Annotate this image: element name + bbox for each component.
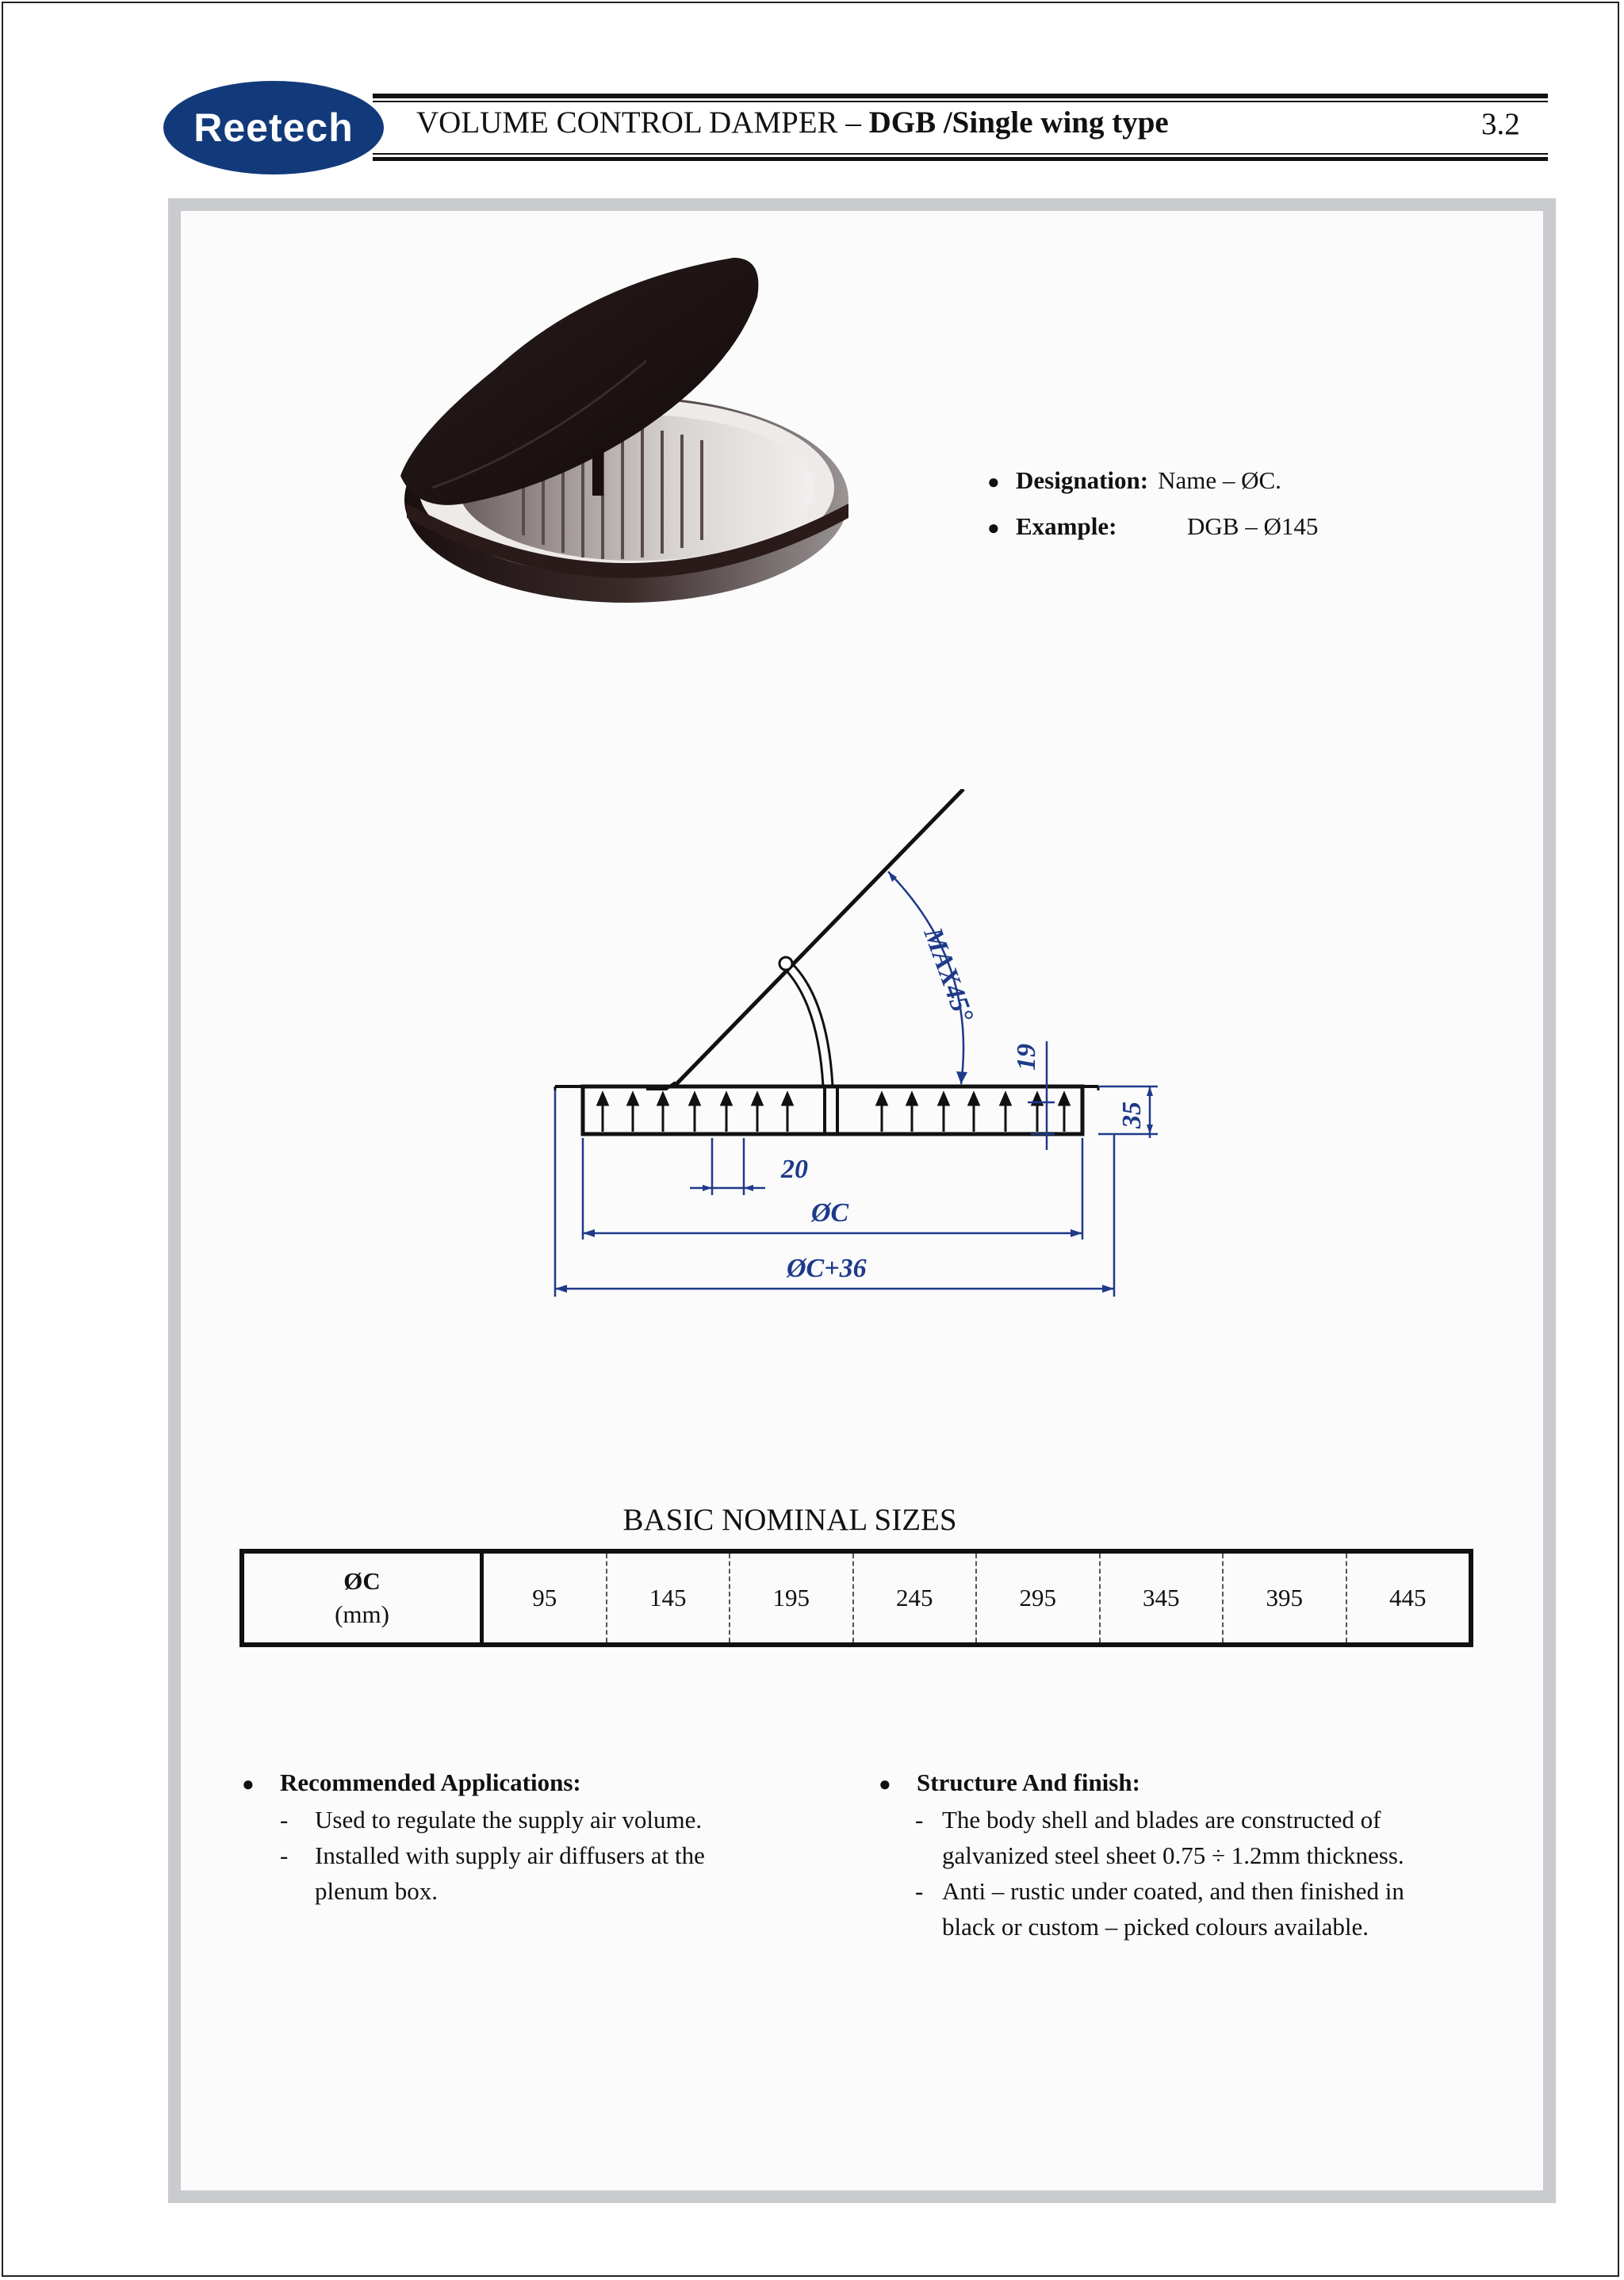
header-rule [373,157,1548,161]
header-diameter: ØC [343,1567,381,1595]
grille-arrow [598,1094,607,1105]
structure-section [879,1765,1497,1945]
list-item-text: The body shell and blades are constructed of [942,1806,1381,1834]
structure-list [879,1802,1497,1945]
list-item [242,1802,813,1837]
reetech-logo [163,81,384,174]
header-rule [373,94,1548,98]
grille-arrow [628,1094,638,1105]
title-model: DGB /Single wing type [868,105,1169,140]
dim-c-label: ØC [811,1198,849,1228]
list-item-text: Anti – rustic under coated, and then finished in [942,1877,1404,1905]
list-item [879,1873,1497,1945]
list-item-text: black or custom – picked colours available. [942,1913,1369,1941]
structure-heading [879,1765,1497,1802]
list-item-text: Installed with supply air diffusers at the [315,1841,705,1869]
dash-icon: - [915,1877,924,1905]
table-cell: 445 [1389,1584,1427,1611]
table-header-cell [244,1554,484,1642]
bullet-icon: ● [987,470,1000,493]
logo-text: Reetech [193,105,354,150]
table-cell: 245 [854,1554,978,1642]
table-cell: 345 [1101,1554,1224,1642]
nominal-sizes-table [239,1549,1473,1647]
grille-arrow [1059,1094,1069,1105]
title-product: VOLUME CONTROL DAMPER – [416,105,869,140]
bullet-icon: ● [242,1772,255,1795]
dim-20-label: 20 [781,1155,808,1184]
list-item-text: galvanized steel sheet 0.75 ÷ 1.2mm thickness. [942,1841,1404,1869]
grille-arrow [1001,1094,1010,1105]
list-item [242,1837,813,1909]
applications-list [242,1802,813,1909]
dash-icon: - [280,1806,289,1834]
header-unit: (mm) [335,1600,389,1628]
grille-arrow [939,1094,948,1105]
grille-arrow [722,1094,731,1105]
example-row [987,504,1318,550]
grille-arrow [969,1094,979,1105]
table-values-row [484,1554,1469,1642]
applications-title: Recommended Applications: [280,1768,581,1796]
table-cell: 95 [484,1554,607,1642]
applications-section [242,1765,813,1909]
designation-label: Designation: [1016,466,1149,494]
table-title [0,1502,1624,1538]
dim-35-label: 35 [1117,1102,1147,1129]
table-cell: 395 [1224,1554,1347,1642]
product-photo [385,250,876,638]
header-rule [373,153,1548,155]
bullet-icon: ● [987,516,1000,539]
designation-value: Name – ØC. [1158,466,1281,494]
page-title [416,105,1169,140]
dim-19-label: 19 [1012,1044,1041,1071]
designation-block [987,458,1318,550]
designation-row [987,458,1318,504]
table-cell: 195 [730,1554,854,1642]
example-value: DGB – Ø145 [1187,512,1319,540]
dash-icon: - [280,1841,289,1869]
grille-arrow [753,1094,762,1105]
list-item-text: Used to regulate the supply air volume. [315,1806,703,1834]
example-label: Example: [1016,512,1117,540]
dim-c36-label: ØC+36 [787,1254,867,1283]
structure-title: Structure And finish: [917,1768,1140,1796]
dash-icon: - [915,1806,924,1834]
grille-arrow [877,1094,887,1105]
table-cell: 145 [607,1554,731,1642]
grille-arrow [907,1094,917,1105]
table-cell: 295 [977,1554,1101,1642]
angle-label: MAX45° [917,924,979,1026]
applications-heading [242,1765,813,1802]
list-item [879,1802,1497,1873]
header-rule [373,101,1548,102]
grille-arrow [690,1094,699,1105]
damper-diagram [539,789,1182,1320]
table-title-text: BASIC NOMINAL SIZES [622,1503,957,1537]
bullet-icon: ● [879,1772,891,1795]
grille-arrow [658,1094,668,1105]
grille-arrow [783,1094,792,1105]
list-item-text: plenum box. [315,1877,438,1905]
page-number: 3.2 [1481,107,1520,141]
